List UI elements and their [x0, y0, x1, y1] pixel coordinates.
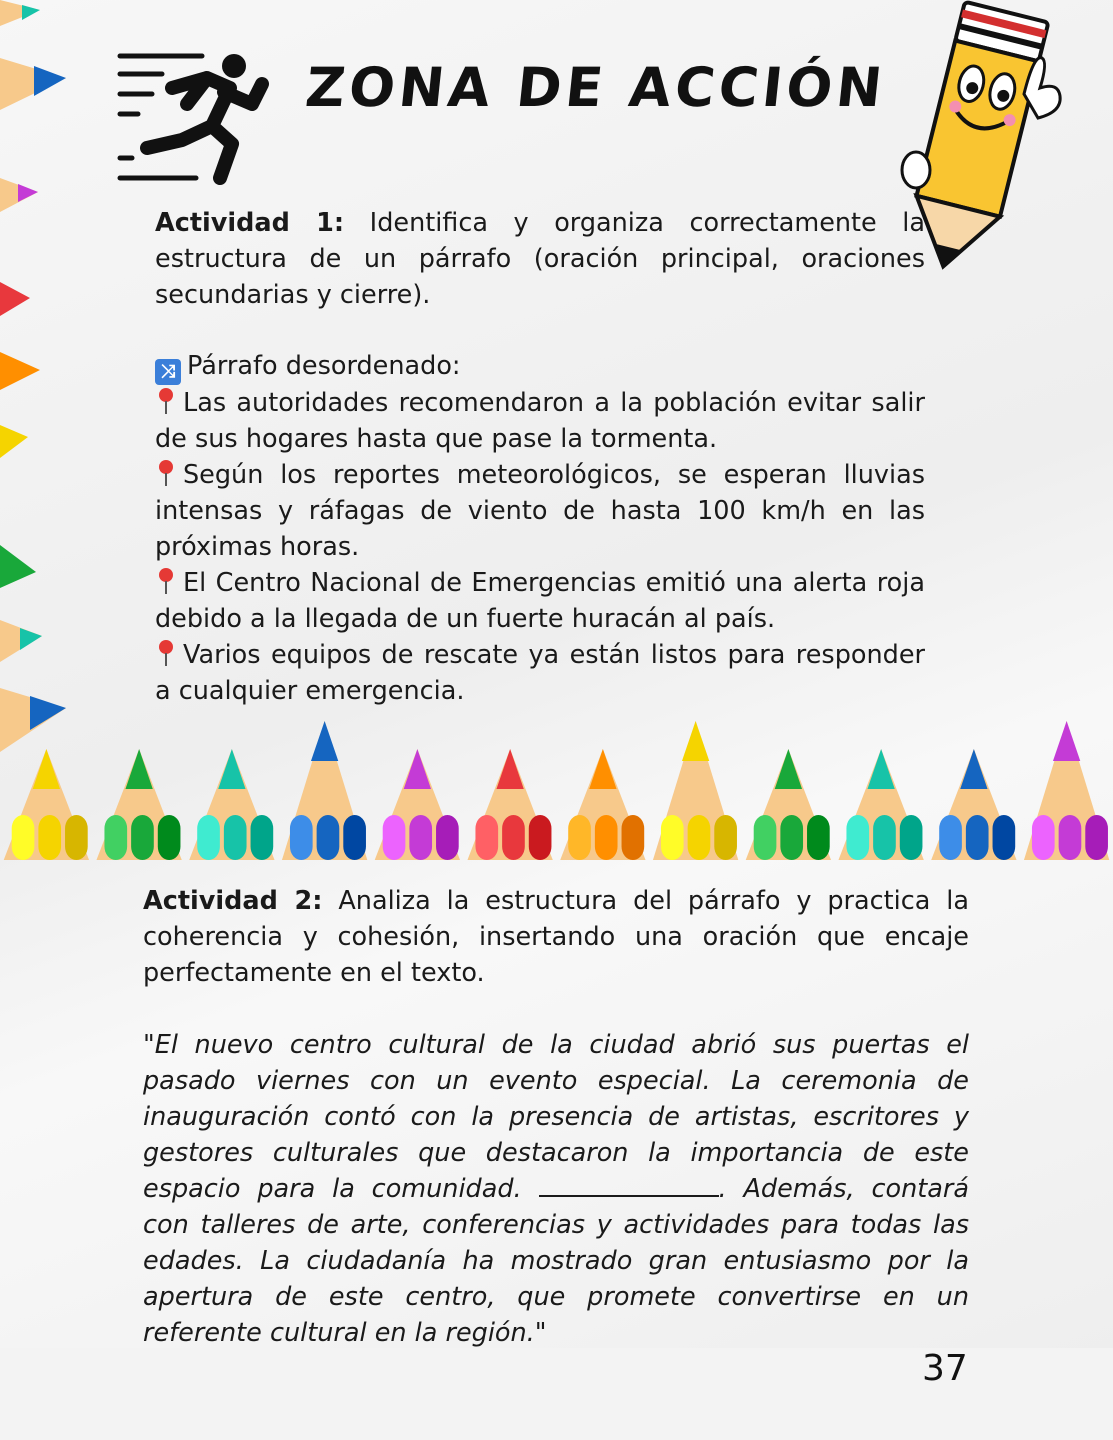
left-pencil-2 [0, 58, 66, 110]
pencil-2 [96, 749, 181, 860]
list-item [155, 385, 925, 457]
activity-2-lead: Actividad 2: [143, 886, 323, 916]
left-pencil-8 [0, 620, 42, 662]
quote-part-2: . Además, contará con talleres de arte, conferencias y actividades para todas las edades. La ciudadanía ha mostrado gran entusiasmo por la apertura de este centro, que promete convertirse en un referente cultural en la región." [143, 1174, 969, 1348]
pencil-4 [282, 721, 367, 860]
list-item [155, 457, 925, 565]
pencil-8 [653, 721, 738, 860]
running-person-icon [112, 48, 272, 188]
pencil-7 [560, 749, 645, 860]
pencil-row-divider [0, 715, 1113, 865]
activity-2 [143, 883, 969, 991]
list-item [155, 637, 925, 709]
activity-1-lead: Actividad 1: [155, 208, 345, 238]
disordered-item-2: Según los reportes meteorológicos, se esperan lluvias intensas y ráfagas de viento de hasta 100 km/h en las próximas horas. [155, 460, 925, 562]
fill-in-blank[interactable] [539, 1175, 719, 1197]
pencil-10 [838, 749, 923, 860]
shuffle-icon: ⤨ [155, 359, 181, 385]
disordered-heading: Párrafo desordenado: [187, 351, 461, 381]
pencil-1 [4, 749, 89, 860]
disordered-heading-line [155, 348, 925, 385]
pencil-9 [746, 749, 831, 860]
pin-icon [155, 459, 177, 487]
pencil-11 [931, 749, 1016, 860]
list-item [155, 565, 925, 637]
pin-icon [155, 639, 177, 667]
left-pencil-6 [0, 425, 28, 458]
page-title: ZONA DE ACCIÓN [302, 56, 889, 119]
pencil-12 [1024, 721, 1109, 860]
disordered-item-1: Las autoridades recomendaron a la población evitar salir de sus hogares hasta que pase la tormenta. [155, 388, 925, 454]
left-edge-pencils [0, 0, 70, 770]
left-pencil-3 [0, 178, 38, 212]
quote-paragraph [143, 1027, 969, 1351]
pencil-5 [375, 749, 460, 860]
quote-part-1: "El nuevo centro cultural de la ciudad abrió sus puertas el pasado viernes con un evento especial. La ceremonia de inauguración contó con la presencia de artistas, escritores y gestores culturales que destacaron la importancia de este espacio para la comunidad. [143, 1030, 969, 1204]
page-number: 37 [922, 1348, 968, 1389]
pencil-6 [467, 749, 552, 860]
pencil-3 [189, 749, 274, 860]
left-pencil-4 [0, 282, 30, 316]
disordered-paragraph [155, 348, 925, 709]
activity-2-text: Analiza la estructura del párrafo y practica la coherencia y cohesión, insertando una oración que encaje perfectamente en el texto. [143, 886, 969, 988]
left-pencil-5 [0, 352, 40, 390]
activity-1 [155, 205, 925, 313]
disordered-item-4: Varios equipos de rescate ya están listos para responder a cualquier emergencia. [155, 640, 925, 706]
disordered-item-3: El Centro Nacional de Emergencias emitió una alerta roja debido a la llegada de un fuerte huracán al país. [155, 568, 925, 634]
pin-icon [155, 567, 177, 595]
left-pencil-7 [0, 545, 36, 588]
left-pencil-1 [0, 0, 40, 26]
activity-1-text: Identifica y organiza correctamente la estructura de un párrafo (oración principal, oraciones secundarias y cierre). [155, 208, 925, 310]
pin-icon [155, 387, 177, 415]
